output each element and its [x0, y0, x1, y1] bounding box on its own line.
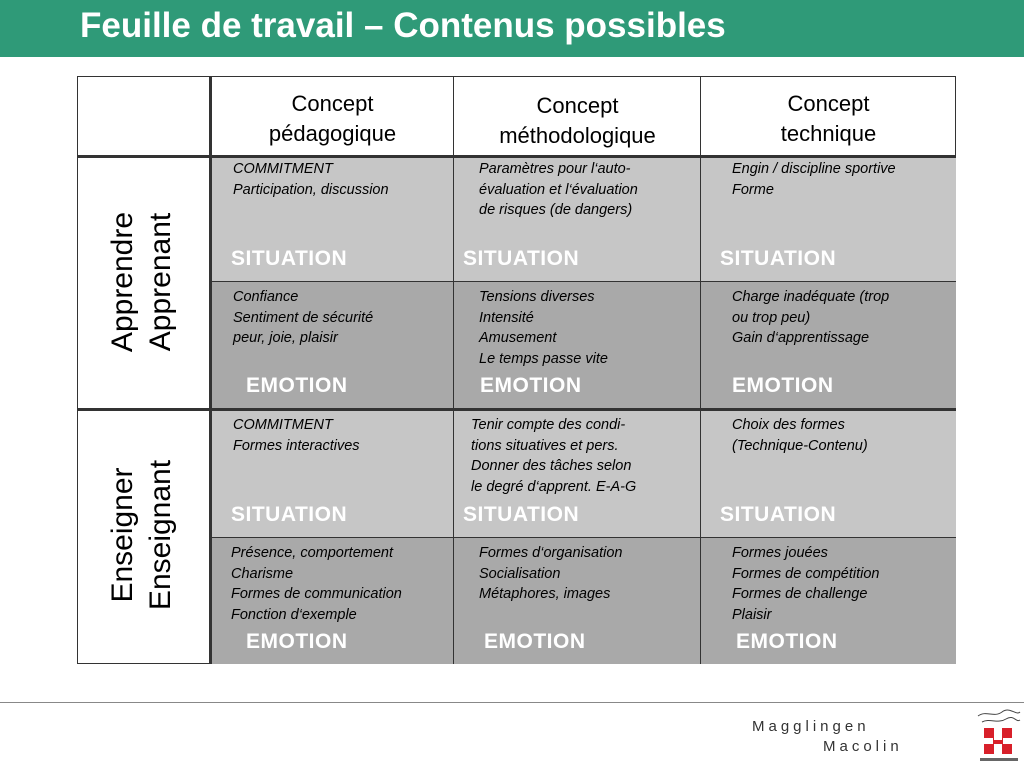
cell-text: COMMITMENT Participation, discussion — [233, 161, 389, 198]
cell-text: Tensions diverses Intensité Amusement Le temps passe vite — [479, 289, 608, 367]
situation-tag: SITUATION — [720, 503, 837, 526]
page-title: Feuille de travail – Contenus possibles — [80, 6, 726, 45]
divider-vertical — [700, 77, 701, 664]
divider-thick-vertical — [209, 77, 212, 664]
divider-thick-horizontal — [78, 408, 956, 411]
emotion-tag: EMOTION — [484, 630, 586, 653]
divider-thick-horizontal — [78, 155, 956, 158]
cell-text: Présence, comportement Charisme Formes de communication Fonction d‘exemple — [231, 545, 402, 623]
cell-text: COMMITMENT Formes interactives — [233, 417, 360, 454]
cell-text: Choix des formes (Technique-Contenu) — [732, 417, 868, 454]
situation-tag: SITUATION — [231, 247, 348, 270]
footer-magglingen: Magglingen — [752, 718, 870, 735]
jeunesse-sport-logo — [972, 706, 1024, 766]
emotion-tag: EMOTION — [736, 630, 838, 653]
cell-text: Confiance Sentiment de sécurité peur, joie, plaisir — [233, 289, 374, 346]
cell-text: Formes d‘organisation Socialisation Métaphores, images — [479, 545, 623, 602]
situation-tag: SITUATION — [231, 503, 348, 526]
situation-tag: SITUATION — [463, 503, 580, 526]
divider-horizontal — [211, 281, 956, 282]
divider-horizontal — [211, 537, 956, 538]
title-bar — [0, 0, 1024, 57]
emotion-tag: EMOTION — [246, 630, 348, 653]
cell-text: Formes jouées Formes de compétition Formes de challenge Plaisir — [732, 545, 880, 623]
column-header-pedagogique: Concept pédagogique — [268, 91, 397, 146]
emotion-tag: EMOTION — [246, 374, 348, 397]
cell-text: Paramètres pour l‘auto- évaluation et l‘évaluation de risques (de dangers) — [479, 161, 638, 218]
emotion-tag: EMOTION — [480, 374, 582, 397]
row-label-apprendre: Apprendre Apprenant — [106, 211, 177, 353]
cell-text: Engin / discipline sportive Forme — [732, 161, 896, 198]
divider-vertical — [453, 77, 454, 664]
cell-text: Tenir compte des condi- tions situatives et pers. Donner des tâches selon le degré d‘apprent. E-A-G — [471, 417, 637, 495]
situation-tag: SITUATION — [463, 247, 580, 270]
footer-divider — [0, 702, 1024, 703]
row-label-enseigner: Enseigner Enseignant — [106, 459, 177, 611]
column-header-methodologique: Concept méthodologique — [499, 93, 656, 148]
column-header-technique: Concept technique — [780, 91, 877, 146]
footer-macolin: Macolin — [823, 738, 903, 755]
worksheet-table — [77, 76, 956, 664]
emotion-tag: EMOTION — [732, 374, 834, 397]
cell-text: Charge inadéquate (trop ou trop peu) Gain d‘apprentissage — [732, 289, 890, 346]
situation-tag: SITUATION — [720, 247, 837, 270]
